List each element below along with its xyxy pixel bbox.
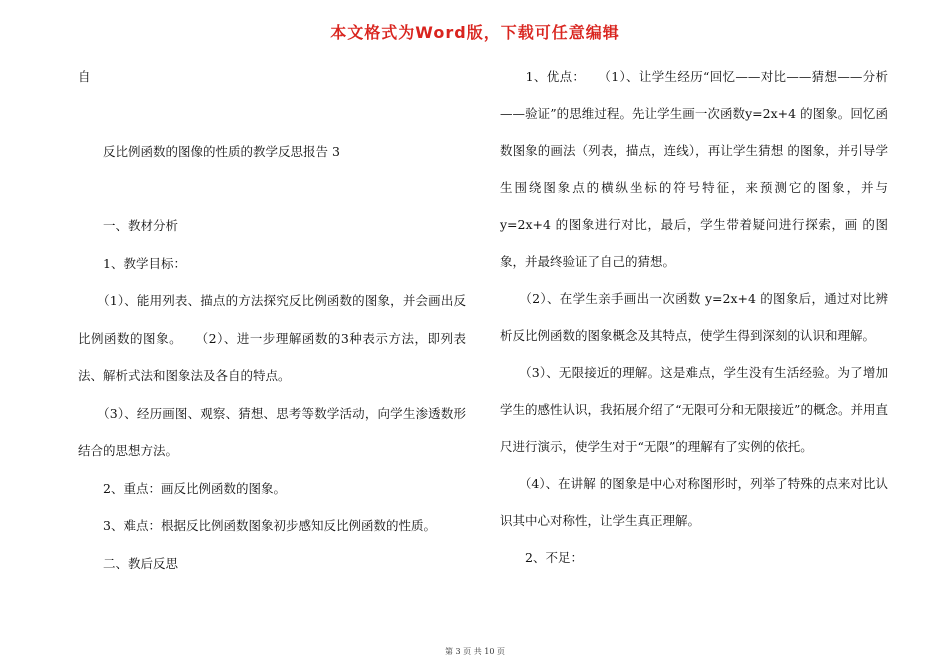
document-title: 反比例函数的图像的性质的教学反思报告 3 bbox=[78, 143, 340, 159]
paragraph: 1、教学目标： bbox=[78, 255, 186, 271]
paragraph: 2、不足： bbox=[500, 550, 583, 565]
paragraph: （1）、能用列表、描点的方法探究反比例函数的图象，并会画出反比例函数的图象。 （2）、进一步理解函数的3种表示方法，即列表法、解析式法和图象法及各自的特点。 bbox=[78, 293, 466, 383]
section-heading: 一、教材分析 bbox=[78, 218, 179, 233]
paragraph: 1、优点： （1）、让学生经历“回忆——对比——猜想——分析——验证”的思维过程。先让学生画一次函数y=2x+4 的图象。回忆函数图象的画法（列表，描点，连线），再让学生猜想 的图象，并引导学生围绕图象点的横纵坐标的符号特征，来预测它的图象，并与y=2x+4 的图象进行对比，最后，学生带着疑问进行探索，画 的图象，并最终验证了自己的猜想。 bbox=[500, 69, 888, 269]
section-heading: 二、教后反思 bbox=[78, 555, 179, 571]
paragraph: 自 bbox=[78, 69, 91, 84]
paragraph: 3、难点：根据反比例函数图象初步感知反比例函数的性质。 bbox=[78, 518, 436, 533]
paragraph: 2、重点：画反比例函数的图象。 bbox=[78, 480, 286, 496]
paragraph: （3）、无限接近的理解。这是难点，学生没有生活经验。为了增加学生的感性认识，我拓展介绍了“无限可分和无限接近”的概念。并用直尺进行演示，使学生对于“无限”的理解有了实例的依托。 bbox=[500, 365, 888, 454]
left-column bbox=[78, 58, 466, 582]
page-number: 第 3 页 共 10 页 bbox=[445, 647, 505, 656]
paragraph: （3）、经历画图、观察、猜想、思考等数学活动，向学生渗透数形结合的思想方法。 bbox=[78, 405, 466, 458]
document-banner: 本文格式为Word版，下载可任意编辑 bbox=[330, 23, 620, 42]
right-column bbox=[500, 58, 888, 576]
paragraph: （4）、在讲解 的图象是中心对称图形时，列举了特殊的点来对比认识其中心对称性，让学生真正理解。 bbox=[500, 476, 888, 528]
paragraph: （2）、在学生亲手画出一次函数 y=2x+4 的图象后，通过对比辨析反比例函数的图象概念及其特点，使学生得到深刻的认识和理解。 bbox=[500, 291, 888, 343]
